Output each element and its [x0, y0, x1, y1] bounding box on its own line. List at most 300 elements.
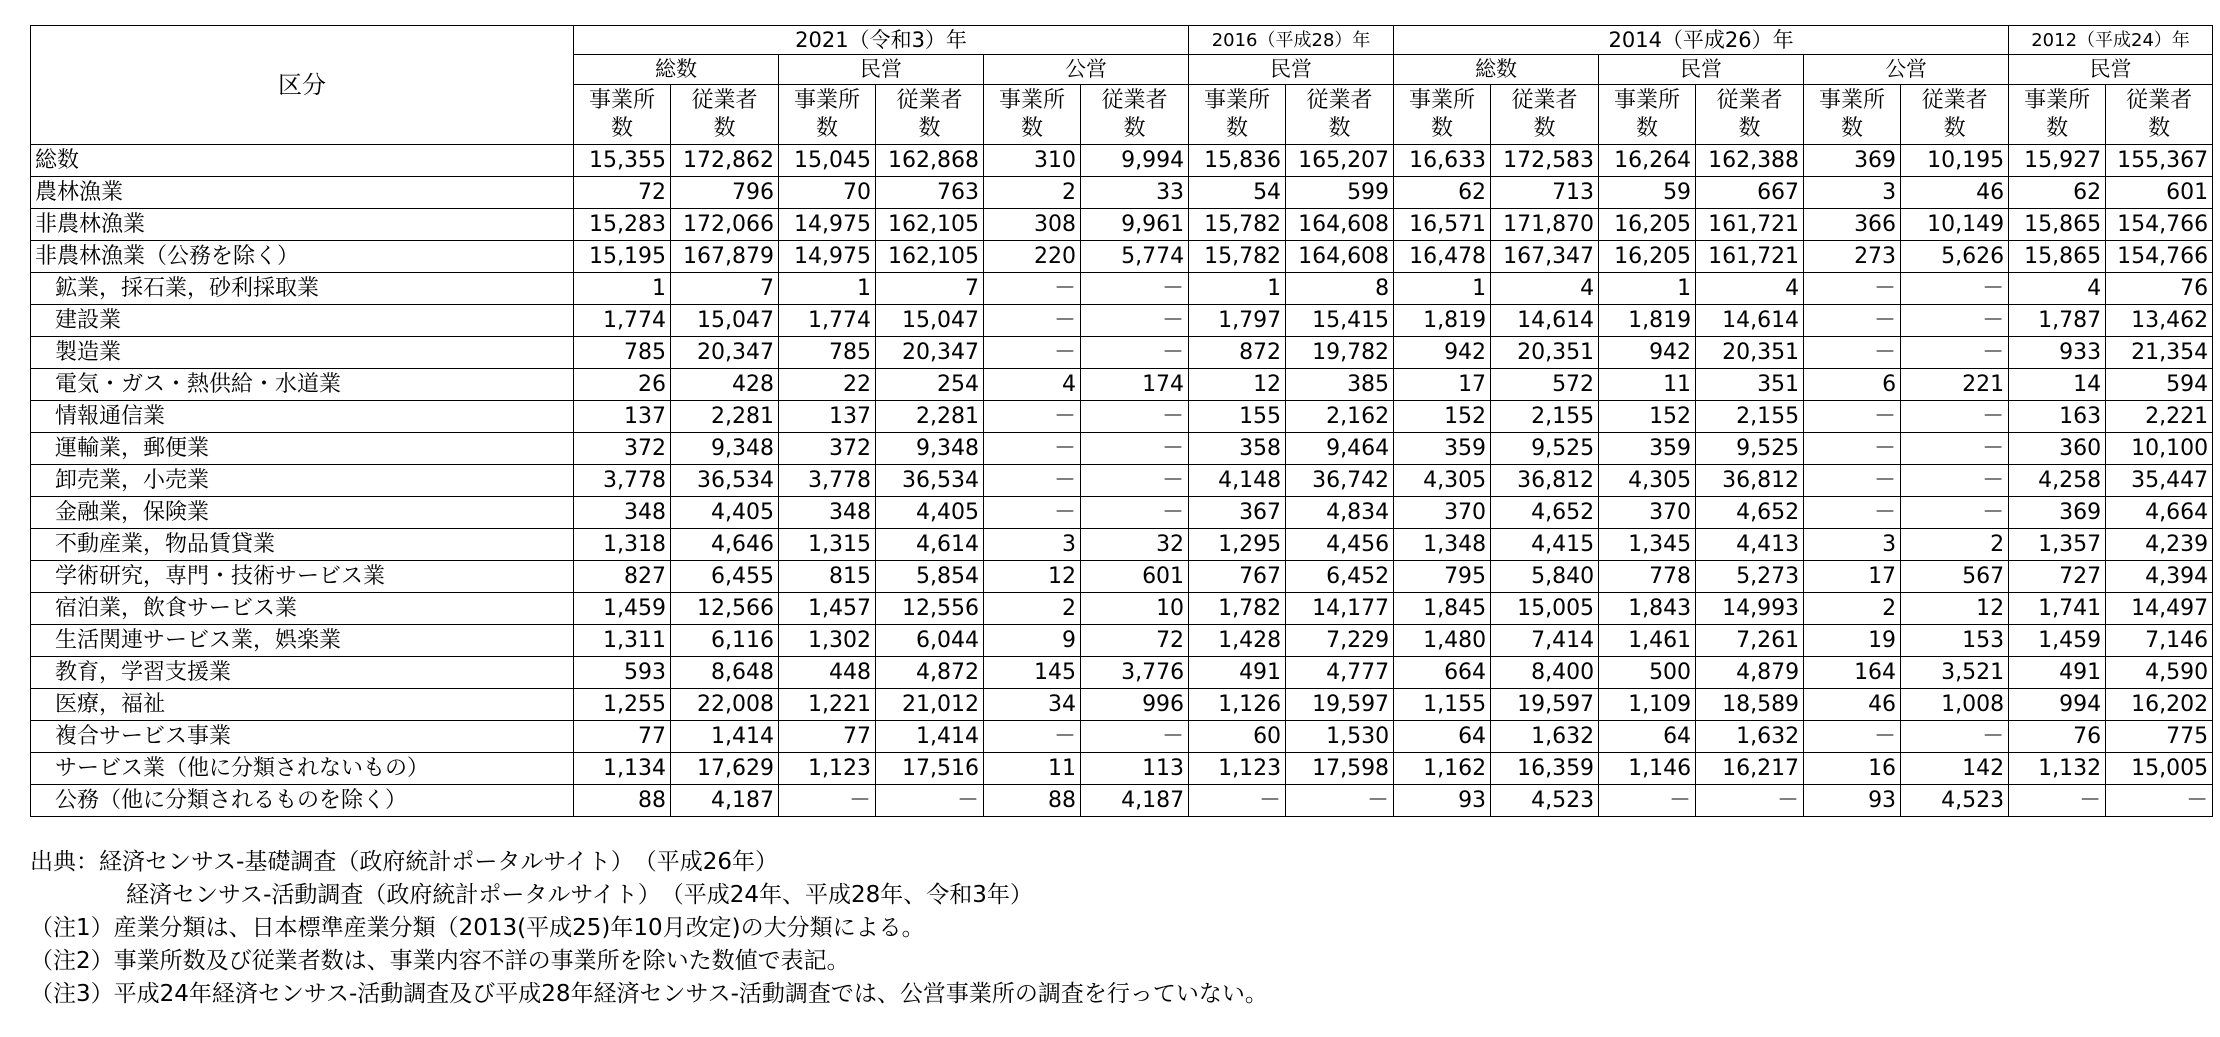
employees-cell: －	[1696, 785, 1804, 817]
employees-cell: 172,862	[671, 145, 779, 177]
establishments-cell: 16,633	[1394, 145, 1491, 177]
establishments-cell: 14	[2009, 369, 2106, 401]
employees-cell: 1,008	[1901, 689, 2009, 721]
row-label: 不動産業，物品賃貸業	[31, 529, 574, 561]
establishments-cell: 164	[1804, 657, 1901, 689]
establishments-cell: 1,461	[1599, 625, 1696, 657]
establishments-cell: 1,318	[574, 529, 671, 561]
establishments-cell: 366	[1804, 209, 1901, 241]
table-row	[31, 305, 2213, 337]
row-label: 生活関連サービス業，娯楽業	[31, 625, 574, 657]
employees-cell: 162,105	[876, 241, 984, 273]
employees-cell: 8,400	[1491, 657, 1599, 689]
employees-cell: 162,868	[876, 145, 984, 177]
group-header: 民営	[779, 55, 984, 85]
employees-cell: 4,652	[1491, 497, 1599, 529]
establishments-cell: 3,778	[779, 465, 876, 497]
employees-cell: 172,066	[671, 209, 779, 241]
establishments-cell: 88	[574, 785, 671, 817]
row-label: サービス業（他に分類されないもの）	[31, 753, 574, 785]
establishments-cell: 11	[984, 753, 1081, 785]
employees-cell: 6,116	[671, 625, 779, 657]
establishments-cell: 3,778	[574, 465, 671, 497]
establishments-cell: 4,148	[1189, 465, 1286, 497]
employees-cell: 7	[876, 273, 984, 305]
row-label: 非農林漁業（公務を除く）	[31, 241, 574, 273]
employees-cell: －	[1081, 433, 1189, 465]
row-label: 電気・ガス・熱供給・水道業	[31, 369, 574, 401]
establishments-cell: 348	[779, 497, 876, 529]
establishments-cell: 369	[2009, 497, 2106, 529]
establishments-cell: 14,975	[779, 209, 876, 241]
employees-header: 従業者 数	[1696, 85, 1804, 145]
employees-cell: 12,566	[671, 593, 779, 625]
establishments-cell: 358	[1189, 433, 1286, 465]
establishments-cell: 2	[984, 177, 1081, 209]
establishments-cell: 491	[1189, 657, 1286, 689]
establishments-cell: －	[984, 305, 1081, 337]
establishments-cell: 372	[779, 433, 876, 465]
employees-cell: 14,614	[1491, 305, 1599, 337]
employees-cell: 351	[1696, 369, 1804, 401]
row-label: 総数	[31, 145, 574, 177]
establishments-cell: 155	[1189, 401, 1286, 433]
establishments-cell: 137	[574, 401, 671, 433]
establishments-cell: 795	[1394, 561, 1491, 593]
employees-cell: 20,351	[1491, 337, 1599, 369]
employees-cell: 5,854	[876, 561, 984, 593]
table-row	[31, 337, 2213, 369]
establishments-cell: 369	[1804, 145, 1901, 177]
establishments-cell: 1,428	[1189, 625, 1286, 657]
establishments-cell: 1,109	[1599, 689, 1696, 721]
employees-cell: 154,766	[2106, 241, 2213, 273]
establishments-cell: －	[1804, 305, 1901, 337]
establishments-cell: 1,357	[2009, 529, 2106, 561]
year-header-2012: 2012（平成24）年	[2009, 26, 2213, 55]
row-label: 運輸業，郵便業	[31, 433, 574, 465]
establishments-cell: 22	[779, 369, 876, 401]
establishments-cell: 137	[779, 401, 876, 433]
establishments-cell: 593	[574, 657, 671, 689]
employees-cell: 36,812	[1491, 465, 1599, 497]
establishments-cell: 4,305	[1599, 465, 1696, 497]
establishments-cell: 310	[984, 145, 1081, 177]
establishments-cell: －	[984, 433, 1081, 465]
establishments-cell: 15,865	[2009, 209, 2106, 241]
employees-cell: 3,521	[1901, 657, 2009, 689]
employees-cell: 15,415	[1286, 305, 1394, 337]
employees-cell: 4,879	[1696, 657, 1804, 689]
employees-cell: 9,464	[1286, 433, 1394, 465]
employees-cell: 572	[1491, 369, 1599, 401]
table-row	[31, 401, 2213, 433]
establishments-cell: 1,255	[574, 689, 671, 721]
establishments-cell: 785	[574, 337, 671, 369]
establishments-cell: 26	[574, 369, 671, 401]
establishments-cell: 1,459	[2009, 625, 2106, 657]
establishments-cell: －	[1804, 433, 1901, 465]
employees-cell: 8	[1286, 273, 1394, 305]
employees-cell: 20,347	[876, 337, 984, 369]
establishments-cell: 1,126	[1189, 689, 1286, 721]
establishments-cell: 88	[984, 785, 1081, 817]
table-row	[31, 369, 2213, 401]
employees-cell: 6,455	[671, 561, 779, 593]
establishments-header: 事業所 数	[1394, 85, 1491, 145]
employees-cell: 7	[671, 273, 779, 305]
row-label: 建設業	[31, 305, 574, 337]
employees-cell: －	[1901, 305, 2009, 337]
table-row	[31, 241, 2213, 273]
establishments-cell: 767	[1189, 561, 1286, 593]
footnote-2: （注2）事業所数及び従業者数は、事業内容不詳の事業所を除いた数値で表記。	[30, 948, 850, 974]
establishments-cell: 15,782	[1189, 241, 1286, 273]
employees-cell: －	[1286, 785, 1394, 817]
table-row	[31, 177, 2213, 209]
employees-cell: 16,202	[2106, 689, 2213, 721]
employees-cell: 4,614	[876, 529, 984, 561]
establishments-cell: －	[1189, 785, 1286, 817]
table-row	[31, 273, 2213, 305]
establishments-cell: 163	[2009, 401, 2106, 433]
employees-cell: 2,281	[876, 401, 984, 433]
statistics-table	[30, 25, 2213, 817]
establishments-cell: 664	[1394, 657, 1491, 689]
establishments-cell: 1,123	[779, 753, 876, 785]
employees-cell: －	[1901, 337, 2009, 369]
establishments-cell: 1,819	[1394, 305, 1491, 337]
establishments-cell: 70	[779, 177, 876, 209]
establishments-cell: 16,571	[1394, 209, 1491, 241]
establishments-cell: 1,155	[1394, 689, 1491, 721]
establishments-cell: 76	[2009, 721, 2106, 753]
group-header: 民営	[1599, 55, 1804, 85]
establishments-cell: 367	[1189, 497, 1286, 529]
table-row	[31, 689, 2213, 721]
employees-cell: 174	[1081, 369, 1189, 401]
employees-cell: 4,872	[876, 657, 984, 689]
employees-cell: 16,217	[1696, 753, 1804, 785]
establishments-cell: 1,132	[2009, 753, 2106, 785]
establishments-cell: －	[2009, 785, 2106, 817]
employees-cell: 763	[876, 177, 984, 209]
employees-cell: 171,870	[1491, 209, 1599, 241]
employees-cell: 2,162	[1286, 401, 1394, 433]
employees-cell: 2,281	[671, 401, 779, 433]
employees-cell: 17,516	[876, 753, 984, 785]
establishments-cell: 872	[1189, 337, 1286, 369]
employees-cell: 154,766	[2106, 209, 2213, 241]
employees-cell: 1,414	[671, 721, 779, 753]
establishments-cell: 1,345	[1599, 529, 1696, 561]
table-row	[31, 721, 2213, 753]
establishments-cell: －	[1804, 273, 1901, 305]
employees-header: 従業者 数	[1491, 85, 1599, 145]
employees-cell: －	[1901, 465, 2009, 497]
establishments-cell: 3	[1804, 529, 1901, 561]
establishments-cell: 12	[1189, 369, 1286, 401]
employees-cell: 4,394	[2106, 561, 2213, 593]
establishments-cell: 448	[779, 657, 876, 689]
establishments-cell: 827	[574, 561, 671, 593]
employees-cell: 5,774	[1081, 241, 1189, 273]
establishments-cell: 16,205	[1599, 209, 1696, 241]
employees-cell: 4,187	[1081, 785, 1189, 817]
employees-cell: 35,447	[2106, 465, 2213, 497]
employees-cell: 428	[671, 369, 779, 401]
establishments-cell: 16,478	[1394, 241, 1491, 273]
row-label: 公務（他に分類されるものを除く）	[31, 785, 574, 817]
source-note-2: 経済センサス‐活動調査（政府統計ポータルサイト） （平成24年、平成28年、令和3年）	[126, 882, 1033, 908]
establishments-cell: －	[1804, 401, 1901, 433]
establishments-cell: －	[984, 273, 1081, 305]
employees-cell: －	[1081, 273, 1189, 305]
establishments-cell: 34	[984, 689, 1081, 721]
establishments-cell: 1,348	[1394, 529, 1491, 561]
establishments-cell: 77	[779, 721, 876, 753]
establishments-cell: －	[1804, 465, 1901, 497]
employees-cell: 20,351	[1696, 337, 1804, 369]
employees-cell: 22,008	[671, 689, 779, 721]
establishments-cell: 491	[2009, 657, 2106, 689]
establishments-cell: 46	[1804, 689, 1901, 721]
establishments-cell: 1,782	[1189, 593, 1286, 625]
employees-cell: 385	[1286, 369, 1394, 401]
employees-cell: 221	[1901, 369, 2009, 401]
employees-cell: 19,782	[1286, 337, 1394, 369]
footnote-3: （注3）平成24年経済センサス‐活動調査及び平成28年経済センサス‐活動調査では、公営事業所の調査を行っていない。	[30, 981, 1268, 1007]
table-row	[31, 209, 2213, 241]
establishments-cell: 12	[984, 561, 1081, 593]
establishments-cell: 1,843	[1599, 593, 1696, 625]
establishments-cell: 16,264	[1599, 145, 1696, 177]
establishments-cell: 19	[1804, 625, 1901, 657]
establishments-cell: 1	[1599, 273, 1696, 305]
employees-cell: 172,583	[1491, 145, 1599, 177]
establishments-header: 事業所 数	[574, 85, 671, 145]
establishments-cell: 1,302	[779, 625, 876, 657]
employees-header: 従業者 数	[1081, 85, 1189, 145]
establishments-cell: 500	[1599, 657, 1696, 689]
establishments-cell: 1	[779, 273, 876, 305]
employees-cell: 4,777	[1286, 657, 1394, 689]
table-row	[31, 593, 2213, 625]
establishments-cell: 77	[574, 721, 671, 753]
establishments-cell: 15,836	[1189, 145, 1286, 177]
table-row	[31, 529, 2213, 561]
employees-cell: 775	[2106, 721, 2213, 753]
employees-cell: 9,525	[1491, 433, 1599, 465]
establishments-cell: 359	[1394, 433, 1491, 465]
establishments-cell: 785	[779, 337, 876, 369]
employees-cell: －	[2106, 785, 2213, 817]
row-label: 宿泊業，飲食サービス業	[31, 593, 574, 625]
establishments-cell: 2	[984, 593, 1081, 625]
year-header-2014: 2014（平成26）年	[1394, 26, 2009, 55]
employees-header: 従業者 数	[876, 85, 984, 145]
establishments-cell: 1,819	[1599, 305, 1696, 337]
employees-cell: 19,597	[1491, 689, 1599, 721]
establishments-cell: 62	[1394, 177, 1491, 209]
employees-cell: 2	[1901, 529, 2009, 561]
establishments-cell: －	[984, 337, 1081, 369]
employees-cell: 19,597	[1286, 689, 1394, 721]
employees-cell: 21,012	[876, 689, 984, 721]
employees-cell: 142	[1901, 753, 2009, 785]
year-header-2021: 2021（令和3）年	[574, 26, 1189, 55]
employees-cell: 36,534	[671, 465, 779, 497]
establishments-cell: 942	[1599, 337, 1696, 369]
employees-cell: 4,523	[1491, 785, 1599, 817]
employees-cell: 10,195	[1901, 145, 2009, 177]
establishments-cell: 15,927	[2009, 145, 2106, 177]
establishments-cell: 15,283	[574, 209, 671, 241]
year-header-2016: 2016（平成28）年	[1189, 26, 1394, 55]
employees-cell: 36,812	[1696, 465, 1804, 497]
row-label: 学術研究，専門・技術サービス業	[31, 561, 574, 593]
establishments-header: 事業所 数	[1599, 85, 1696, 145]
table-row	[31, 465, 2213, 497]
establishments-cell: 152	[1599, 401, 1696, 433]
employees-cell: 20,347	[671, 337, 779, 369]
employees-cell: 36,534	[876, 465, 984, 497]
employees-cell: 7,261	[1696, 625, 1804, 657]
establishments-cell: 933	[2009, 337, 2106, 369]
establishments-cell: 60	[1189, 721, 1286, 753]
establishments-cell: 1,787	[2009, 305, 2106, 337]
row-label: 農林漁業	[31, 177, 574, 209]
employees-cell: 17,598	[1286, 753, 1394, 785]
establishments-cell: 1,774	[574, 305, 671, 337]
employees-cell: －	[1901, 497, 2009, 529]
establishments-cell: 16	[1804, 753, 1901, 785]
employees-cell: 10,149	[1901, 209, 2009, 241]
establishments-cell: 1,315	[779, 529, 876, 561]
establishments-cell: 15,195	[574, 241, 671, 273]
establishments-cell: －	[984, 465, 1081, 497]
employees-cell: 164,608	[1286, 209, 1394, 241]
employees-cell: 4	[1491, 273, 1599, 305]
establishments-cell: 1,146	[1599, 753, 1696, 785]
column-header-kubun: 区分	[31, 26, 574, 145]
employees-cell: 17,629	[671, 753, 779, 785]
employees-cell: 15,047	[876, 305, 984, 337]
row-label: 情報通信業	[31, 401, 574, 433]
employees-cell: 8,648	[671, 657, 779, 689]
employees-cell: 7,414	[1491, 625, 1599, 657]
employees-cell: 4,456	[1286, 529, 1394, 561]
establishments-header: 事業所 数	[1189, 85, 1286, 145]
group-header: 公営	[984, 55, 1189, 85]
employees-cell: 4,590	[2106, 657, 2213, 689]
employees-cell: 9,348	[876, 433, 984, 465]
establishments-header: 事業所 数	[2009, 85, 2106, 145]
establishments-header: 事業所 数	[779, 85, 876, 145]
employees-cell: 4	[1696, 273, 1804, 305]
establishments-cell: 62	[2009, 177, 2106, 209]
employees-cell: －	[876, 785, 984, 817]
group-header: 民営	[1189, 55, 1394, 85]
employees-cell: 3,776	[1081, 657, 1189, 689]
establishments-cell: 1,162	[1394, 753, 1491, 785]
employees-cell: 21,354	[2106, 337, 2213, 369]
establishments-cell: 1,845	[1394, 593, 1491, 625]
employees-cell: 9,994	[1081, 145, 1189, 177]
employees-header: 従業者 数	[1286, 85, 1394, 145]
employees-cell: －	[1081, 721, 1189, 753]
group-header: 民営	[2009, 55, 2213, 85]
employees-cell: 15,047	[671, 305, 779, 337]
employees-cell: 14,497	[2106, 593, 2213, 625]
establishments-cell: 1,123	[1189, 753, 1286, 785]
employees-cell: 162,105	[876, 209, 984, 241]
row-label: 卸売業，小売業	[31, 465, 574, 497]
establishments-cell: 1,221	[779, 689, 876, 721]
employees-cell: 4,413	[1696, 529, 1804, 561]
employees-cell: 164,608	[1286, 241, 1394, 273]
establishments-cell: 93	[1804, 785, 1901, 817]
establishments-cell: 59	[1599, 177, 1696, 209]
establishments-cell: 4,258	[2009, 465, 2106, 497]
employees-cell: 16,359	[1491, 753, 1599, 785]
statistics-table-container	[30, 25, 2213, 817]
group-header: 総数	[574, 55, 779, 85]
employees-cell: －	[1901, 721, 2009, 753]
establishments-cell: 15,865	[2009, 241, 2106, 273]
employees-cell: 601	[2106, 177, 2213, 209]
establishments-cell: 1	[1394, 273, 1491, 305]
employees-header: 従業者 数	[1901, 85, 2009, 145]
establishments-cell: 1	[1189, 273, 1286, 305]
employees-cell: 1,414	[876, 721, 984, 753]
employees-cell: 76	[2106, 273, 2213, 305]
establishments-cell: 370	[1599, 497, 1696, 529]
establishments-cell: 727	[2009, 561, 2106, 593]
employees-cell: 601	[1081, 561, 1189, 593]
establishments-cell: 308	[984, 209, 1081, 241]
establishments-cell: 1,311	[574, 625, 671, 657]
table-row	[31, 433, 2213, 465]
establishments-cell: 994	[2009, 689, 2106, 721]
employees-cell: 10,100	[2106, 433, 2213, 465]
establishments-cell: 1,741	[2009, 593, 2106, 625]
establishments-cell: 3	[984, 529, 1081, 561]
employees-cell: 4,652	[1696, 497, 1804, 529]
establishments-cell: 93	[1394, 785, 1491, 817]
employees-cell: 6,452	[1286, 561, 1394, 593]
employees-cell: 113	[1081, 753, 1189, 785]
employees-cell: 1,530	[1286, 721, 1394, 753]
establishments-cell: 1,480	[1394, 625, 1491, 657]
establishments-cell: 1,134	[574, 753, 671, 785]
establishments-cell: 778	[1599, 561, 1696, 593]
establishments-cell: 370	[1394, 497, 1491, 529]
establishments-cell: 14,975	[779, 241, 876, 273]
establishments-cell: 360	[2009, 433, 2106, 465]
employees-cell: －	[1901, 433, 2009, 465]
source-note-1: 出典：経済センサス‐基礎調査（政府統計ポータルサイト） （平成26年）	[30, 849, 779, 875]
establishments-cell: 4	[984, 369, 1081, 401]
employees-cell: 15,005	[1491, 593, 1599, 625]
establishments-cell: 64	[1394, 721, 1491, 753]
establishments-cell: 17	[1804, 561, 1901, 593]
employees-cell: 4,834	[1286, 497, 1394, 529]
establishments-cell: 359	[1599, 433, 1696, 465]
employees-cell: 167,879	[671, 241, 779, 273]
employees-cell: 1,632	[1696, 721, 1804, 753]
group-header: 総数	[1394, 55, 1599, 85]
